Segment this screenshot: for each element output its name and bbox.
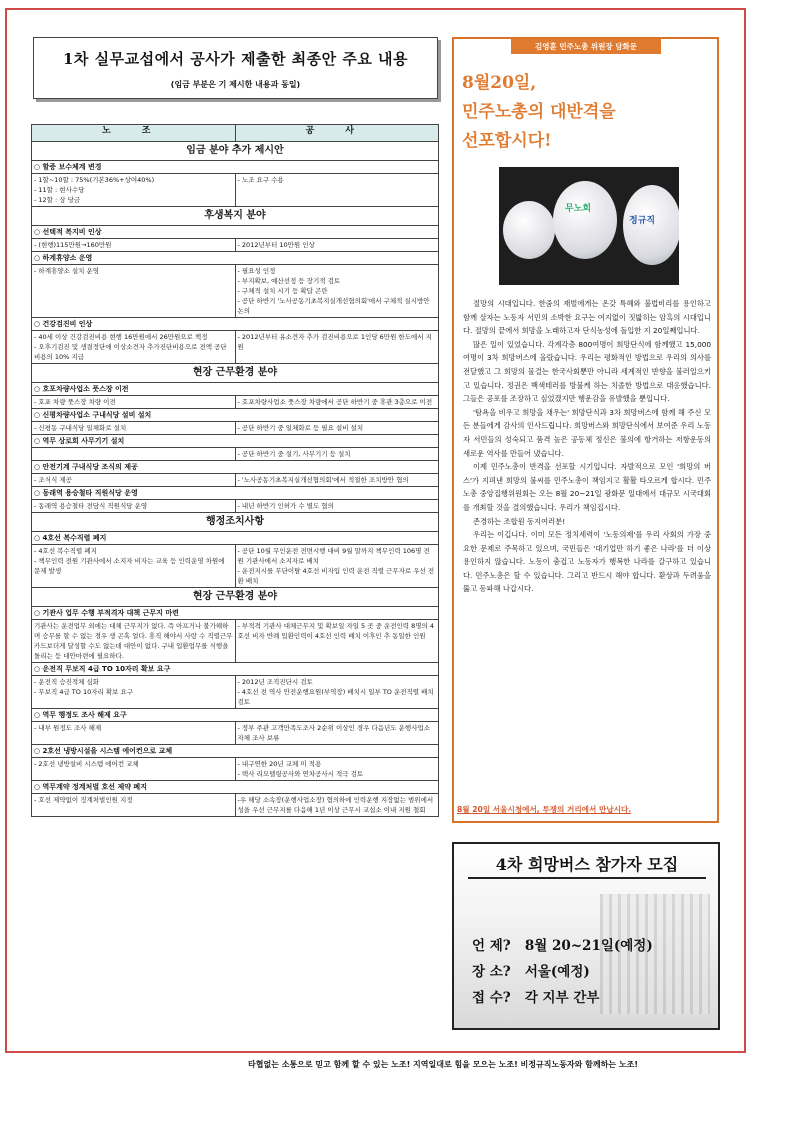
union-cell (32, 239, 236, 252)
headline-line: 선포합시다! (462, 131, 552, 151)
item-title: ○ 할증 보수체계 변경 (32, 161, 439, 174)
cell-line: - 공단 하반기 '노사공동기초복지실개선협의회'에서 구체적 실시방안 논의 (237, 297, 430, 315)
item-title-row (32, 161, 439, 174)
cell-line: - 공단 하반기 중 설기, 사무기기 등 설치 (237, 450, 351, 458)
cell-line: - 2012년부터 유소견자 추가 검진비용으로 1인당 6만원 한도에서 지원 (237, 333, 432, 351)
item-title-row (32, 435, 439, 448)
item-title-row (32, 532, 439, 545)
item-title-row (32, 745, 439, 758)
company-cell (235, 794, 439, 817)
company-cell (235, 331, 439, 364)
item-title-row (32, 663, 439, 676)
company-cell (235, 758, 439, 781)
recruit-value: 각 지부 간부 (524, 990, 600, 1006)
cell-line: - 내구연한 20년 교체 미 적용 (237, 760, 322, 768)
table-row (32, 474, 439, 487)
section-row (32, 513, 439, 532)
item-title-row (32, 318, 439, 331)
recruit-row-when (472, 934, 653, 954)
item-title-row (32, 461, 439, 474)
speech-body (463, 297, 711, 596)
cell-line: - 구체적 설치 시기 등 확답 곤란 (237, 287, 328, 295)
item-title: ○ 역무계약 정계처벌 호선 제약 폐지 (32, 781, 439, 794)
section-heading: 현장 근무환경 분야 (32, 364, 439, 383)
table-row (32, 448, 439, 461)
table-row (32, 794, 439, 817)
lantern-image (553, 181, 617, 259)
cell-line: 기관사는 운전업무 외에는 대체 근무지가 없다. 즉 아프거나 불가해하며 승무를 할 수 없는 경우 생 곤혹 얼다. 휴직 해야서 사랑 수 직렬근무 카드보더게 달성할 수도 없는데 대안이 없다. 구내 입환업무를 식행을 돌리는 등 대안마련에 필요하다. (34, 622, 233, 660)
table-row (32, 239, 439, 252)
company-cell (235, 620, 439, 663)
cell-line: - 2호선 냉방설비 시스템 에어컨 교체 (34, 760, 139, 768)
company-cell (235, 500, 439, 513)
section-heading: 임금 분야 추가 제시안 (32, 142, 439, 161)
section-heading: 현장 근무환경 분야 (32, 588, 439, 607)
speech-paragraph: 우리는 이깁니다. 이미 모든 정치세력이 '노동의제'를 우리 사회의 가장 중요한 문제로 주목하고 있으며, 국민들은 '대기업만 하기 좋은 나라'를 더 이상 용인하지 않습니다. 노동이 춤겁고 노동자가 행복한 나라를 갈구하고 있습니다. 민주노총은 할 수 있습니다. 그리고 반드시 해야 합니다. 환상과 두려움을 뚫고 동파해 나갑시다. (463, 530, 711, 594)
proposal-table (31, 124, 439, 817)
item-title-row (32, 409, 439, 422)
recruit-row-apply (472, 986, 599, 1006)
headline-line: 8월20일, (462, 73, 537, 93)
item-title-row (32, 709, 439, 722)
company-cell (235, 545, 439, 588)
cell-line: - 조식식 제공 (34, 476, 72, 484)
table-row (32, 676, 439, 709)
item-title: ○ 호포차량사업소 풋스장 이전 (32, 383, 439, 396)
item-title-row (32, 781, 439, 794)
lantern-photo (499, 167, 679, 285)
section-heading: 후생복지 분야 (32, 207, 439, 226)
recruit-label: 장 소? (472, 964, 511, 980)
table-row (32, 500, 439, 513)
union-cell (32, 265, 236, 318)
union-cell (32, 396, 236, 409)
speech-paragraph: 절망의 시대입니다. 한줌의 재벌에게는 온갖 특혜와 불법비리를 용인하고 함께 살자는 노동자 서민의 소박한 요구는 여지없이 짓밟히는 암흑의 시대입니다. 절망의 끝에서 희망을 노래하고자 단식농성에 돌입한 지 20일째입니다. (463, 299, 711, 336)
cell-line: - 2012년부터 10만원 인상 (237, 241, 315, 249)
page-title: 1차 실무교섭에서 공사가 제출한 최종안 주요 내용 (62, 50, 409, 68)
cell-line: - 11할 : 현사수당 (34, 186, 85, 194)
speech-closing: 8월 20일 서울시청에서, 투쟁의 거리에서 만납시다. (457, 805, 632, 814)
lantern-text: 정규직 (629, 216, 656, 226)
item-title-row (32, 226, 439, 239)
stage-image (600, 894, 710, 1014)
cell-line: - 책무인력 전원 기관사에서 소지자 비자는 교육 등 인력운영 차원에 문제 발생 (34, 557, 225, 575)
cell-line: - (현행)115만원→160만원 (34, 241, 112, 249)
item-title-row (32, 252, 439, 265)
table-row (32, 545, 439, 588)
union-cell (32, 620, 236, 663)
section-row (32, 207, 439, 226)
speech-badge: 김영훈 민주노총 위원장 담화문 (511, 39, 661, 54)
table-row (32, 174, 439, 207)
speech-paragraph: 많은 일이 있었습니다. 각계각층 800여명이 희망단식에 함께했고 15,000여명이 3차 희망버스에 올랐습니다. 우리는 평화적인 방법으로 우리의 의사를 전달했고 그 희망의 물결는 한국사회뿐만 아니라 세계적인 반향을 불러일으키고 있습니다. 정권은 백색테러를 방불케 하는 치졸한 방법으로 대응했습니다. 그들은 공포를 조장하고 싶었겠지만 행운감을 유발했을 뿐입니다. (463, 339, 711, 404)
item-title: ○ 기관사 업무 수행 부적격자 대책 근무지 마련 (32, 607, 439, 620)
cell-line: - 하계휴양소 설치 운영 (34, 267, 100, 275)
section-heading: 행정조치사항 (32, 513, 439, 532)
union-cell (32, 448, 236, 461)
header-company: 공 사 (235, 125, 439, 142)
cell-line: - 택사 리모델링공사와 연차공사시 적극 검토 (237, 770, 364, 778)
lantern-text: 무노희 (565, 204, 592, 214)
speech-paragraph: '탐욕을 비우고 희망을 채우는' 희망단식과 3차 희망버스에 함께 해 주신 모든 분들에게 감사의 인사드립니다. 희망버스와 희망단식에서 보여준 우리 노동자 서민들의 성숙되고 품격 높은 공동체 정신은 불의에 항거하는 저항운동의 새로운 역사를 만들어 냈습니다. (463, 407, 711, 458)
recruit-label: 언 제? (472, 938, 511, 954)
item-title: ○ 운전직 무보직 4급 TO 10자리 확보 요구 (32, 663, 439, 676)
item-title: ○ 4호선 복수직렬 폐지 (32, 532, 439, 545)
cell-line: - 정부 주관 고객만족도조사 2순위 이상인 경우 다음년도 운행사업소 자체 조사 보류 (237, 724, 431, 742)
item-title: ○ 2호선 냉방시설을 시스템 에어컨으로 교체 (32, 745, 439, 758)
recruit-value: 서울(예정) (524, 964, 590, 980)
cell-line: - 노조 요구 수용 (237, 176, 284, 184)
table-row (32, 722, 439, 745)
company-cell (235, 265, 439, 318)
section-row (32, 364, 439, 383)
item-title-row (32, 607, 439, 620)
table-row (32, 422, 439, 435)
item-title: ○ 신평차량사업소 구내식당 설비 설치 (32, 409, 439, 422)
union-cell (32, 722, 236, 745)
table-row (32, 396, 439, 409)
table-row (32, 265, 439, 318)
item-title: ○ 선택적 복지비 인상 (32, 226, 439, 239)
cell-line: - 오후기검진 및 생결정단에 이상소견자 추가진단비용으로 전액 공단비용의 10% 지급 (34, 343, 227, 361)
company-cell (235, 174, 439, 207)
item-title: ○ 동래역 용승철타 직원식당 운영 (32, 487, 439, 500)
header-union: 노 조 (32, 125, 236, 142)
item-title: ○ 건강검진비 인상 (32, 318, 439, 331)
union-cell (32, 545, 236, 588)
union-cell (32, 794, 236, 817)
cell-line: - 호포 차량 풋스장 차량 이전 (34, 398, 116, 406)
union-cell (32, 758, 236, 781)
item-title: ○ 역무 상로회 사무기기 설치 (32, 435, 439, 448)
cell-line: - 12할 : 상 당금 (34, 196, 81, 204)
recruit-label: 접 수? (472, 990, 511, 1006)
page-subtitle: (임금 부분은 기 제시한 내용과 동일) (170, 80, 301, 89)
recruit-row-where (472, 960, 590, 980)
cell-line: - 2012년 조직진단시 검토 (237, 678, 313, 686)
cell-line: - 1할~10할 : 75%(기본36%+상여40%) (34, 176, 155, 184)
company-cell (235, 239, 439, 252)
lantern-image (503, 201, 555, 259)
cell-line: - 무보직 4급 TO 10자리 확보 요구 (34, 688, 134, 696)
item-title-row (32, 383, 439, 396)
cell-line: - 호포차량사업소 풋스장 차량에서 공단 하반기 중 휴관 3층으로 이전 (237, 398, 433, 406)
cell-line: - 신평동 구내식당 일체화로 설치 (34, 424, 127, 432)
item-title: ○ 역무 행정도 조사 해제 요구 (32, 709, 439, 722)
cell-line: - 공단 하반기 중 일체화로 등 필요 설비 설치 (237, 424, 364, 432)
cell-line: - 부적격 기관사 대체근무지 및 확보일 자일 5 곳 중 운전인력 8명의 4호선 비자 반례 입환인력이 4호선 인력 배치 이후인 추 동일한 인원 (237, 622, 435, 640)
headline-line: 민주노총의 대반격을 (462, 102, 616, 122)
cell-line: - 내부 원정도 조사 해제 (34, 724, 102, 732)
recruit-value: 8월 20~21일(예정) (524, 938, 653, 954)
company-cell (235, 448, 439, 461)
cell-line: - 동래역 용승철타 전담식 직원식당 운영 (34, 502, 148, 510)
cell-line: - 운전직 승진적체 심화 (34, 678, 100, 686)
section-row (32, 142, 439, 161)
table-row (32, 620, 439, 663)
item-title: ○ 하계휴양소 운영 (32, 252, 439, 265)
company-cell (235, 422, 439, 435)
item-title: ○ 안전기계 구내식당 조식의 제공 (32, 461, 439, 474)
title-box (33, 37, 438, 99)
company-cell (235, 676, 439, 709)
table-row (32, 331, 439, 364)
union-cell (32, 676, 236, 709)
cell-line: - 운전지시를 무단이탈 4호선 비자입 인력 운전 직렬 근무자로 우선 전환 배치 (237, 567, 435, 585)
cell-line: - 필요성 인정 (237, 267, 276, 275)
union-cell (32, 331, 236, 364)
union-cell (32, 474, 236, 487)
cell-line: - '노사공동기초복지실개선협의회'에서 적절한 조치방안 협의 (237, 476, 409, 484)
cell-line: - 4호선 전 역사 안전운행요원(부역장) 배치시 일부 TO 운전직렬 배치 검토 (237, 688, 434, 706)
section-row (32, 588, 439, 607)
cell-line: - 공단 10월 무인운전 전면시행 대비 9월 말까지 책무인력 106명 전원 기관사에서 소지자로 배치 (237, 547, 430, 565)
cell-line: - 부지확보, 예산선정 등 장기적 검토 (237, 277, 341, 285)
cell-line: - 내년 하반기 인허가 수 별도 협의 (237, 502, 334, 510)
lantern-image (623, 185, 679, 265)
recruit-box (452, 842, 720, 1030)
union-cell (32, 174, 236, 207)
speech-headline (462, 69, 616, 156)
cell-line: - 4호선 복수직렬 폐지 (34, 547, 97, 555)
speech-panel (452, 37, 719, 823)
company-cell (235, 396, 439, 409)
table-header-row (32, 125, 439, 142)
cell-line: - 호선 제약없이 징계처벌인원 지정 (34, 796, 133, 804)
company-cell (235, 722, 439, 745)
table-row (32, 758, 439, 781)
footer-slogan: 타협없는 소통으로 믿고 함께 할 수 있는 노조! 지역일대로 힘을 모으는 노조! 비정규직노동자와 함께하는 노조! (248, 1060, 638, 1069)
union-cell (32, 500, 236, 513)
company-cell (235, 474, 439, 487)
cell-line: - 40세 이상 건강검진비용 현행 16만원에서 26만원으로 책정 (34, 333, 208, 341)
recruit-title: 4차 희망버스 참가자 모집 (468, 852, 706, 879)
speech-paragraph: 존경하는 조합원 동지여러분! (473, 516, 566, 526)
speech-paragraph: 이제 민주노총이 반격을 선포할 시기입니다. 자발적으로 모인 '희망의 버스'가 지펴낸 희망의 불씨를 민주노총이 책임지고 활활 타오르게 합시다. 민주노총 중앙집행위원회는 오는 8월 20~21일 광화문 일대에서 대규모 시국대회를 개최할 것을 결의했습니다. 우리가 책임집시다. (463, 462, 711, 512)
item-title-row (32, 487, 439, 500)
cell-line: -우 해당 소속장(운행사업소장) 협의하에 인력운행 지장없는 범위에서 성을 우선 근무지를 다음해 1년 이상 근무시 교섭소 이내 지원 철회 (237, 796, 434, 814)
union-cell (32, 422, 236, 435)
